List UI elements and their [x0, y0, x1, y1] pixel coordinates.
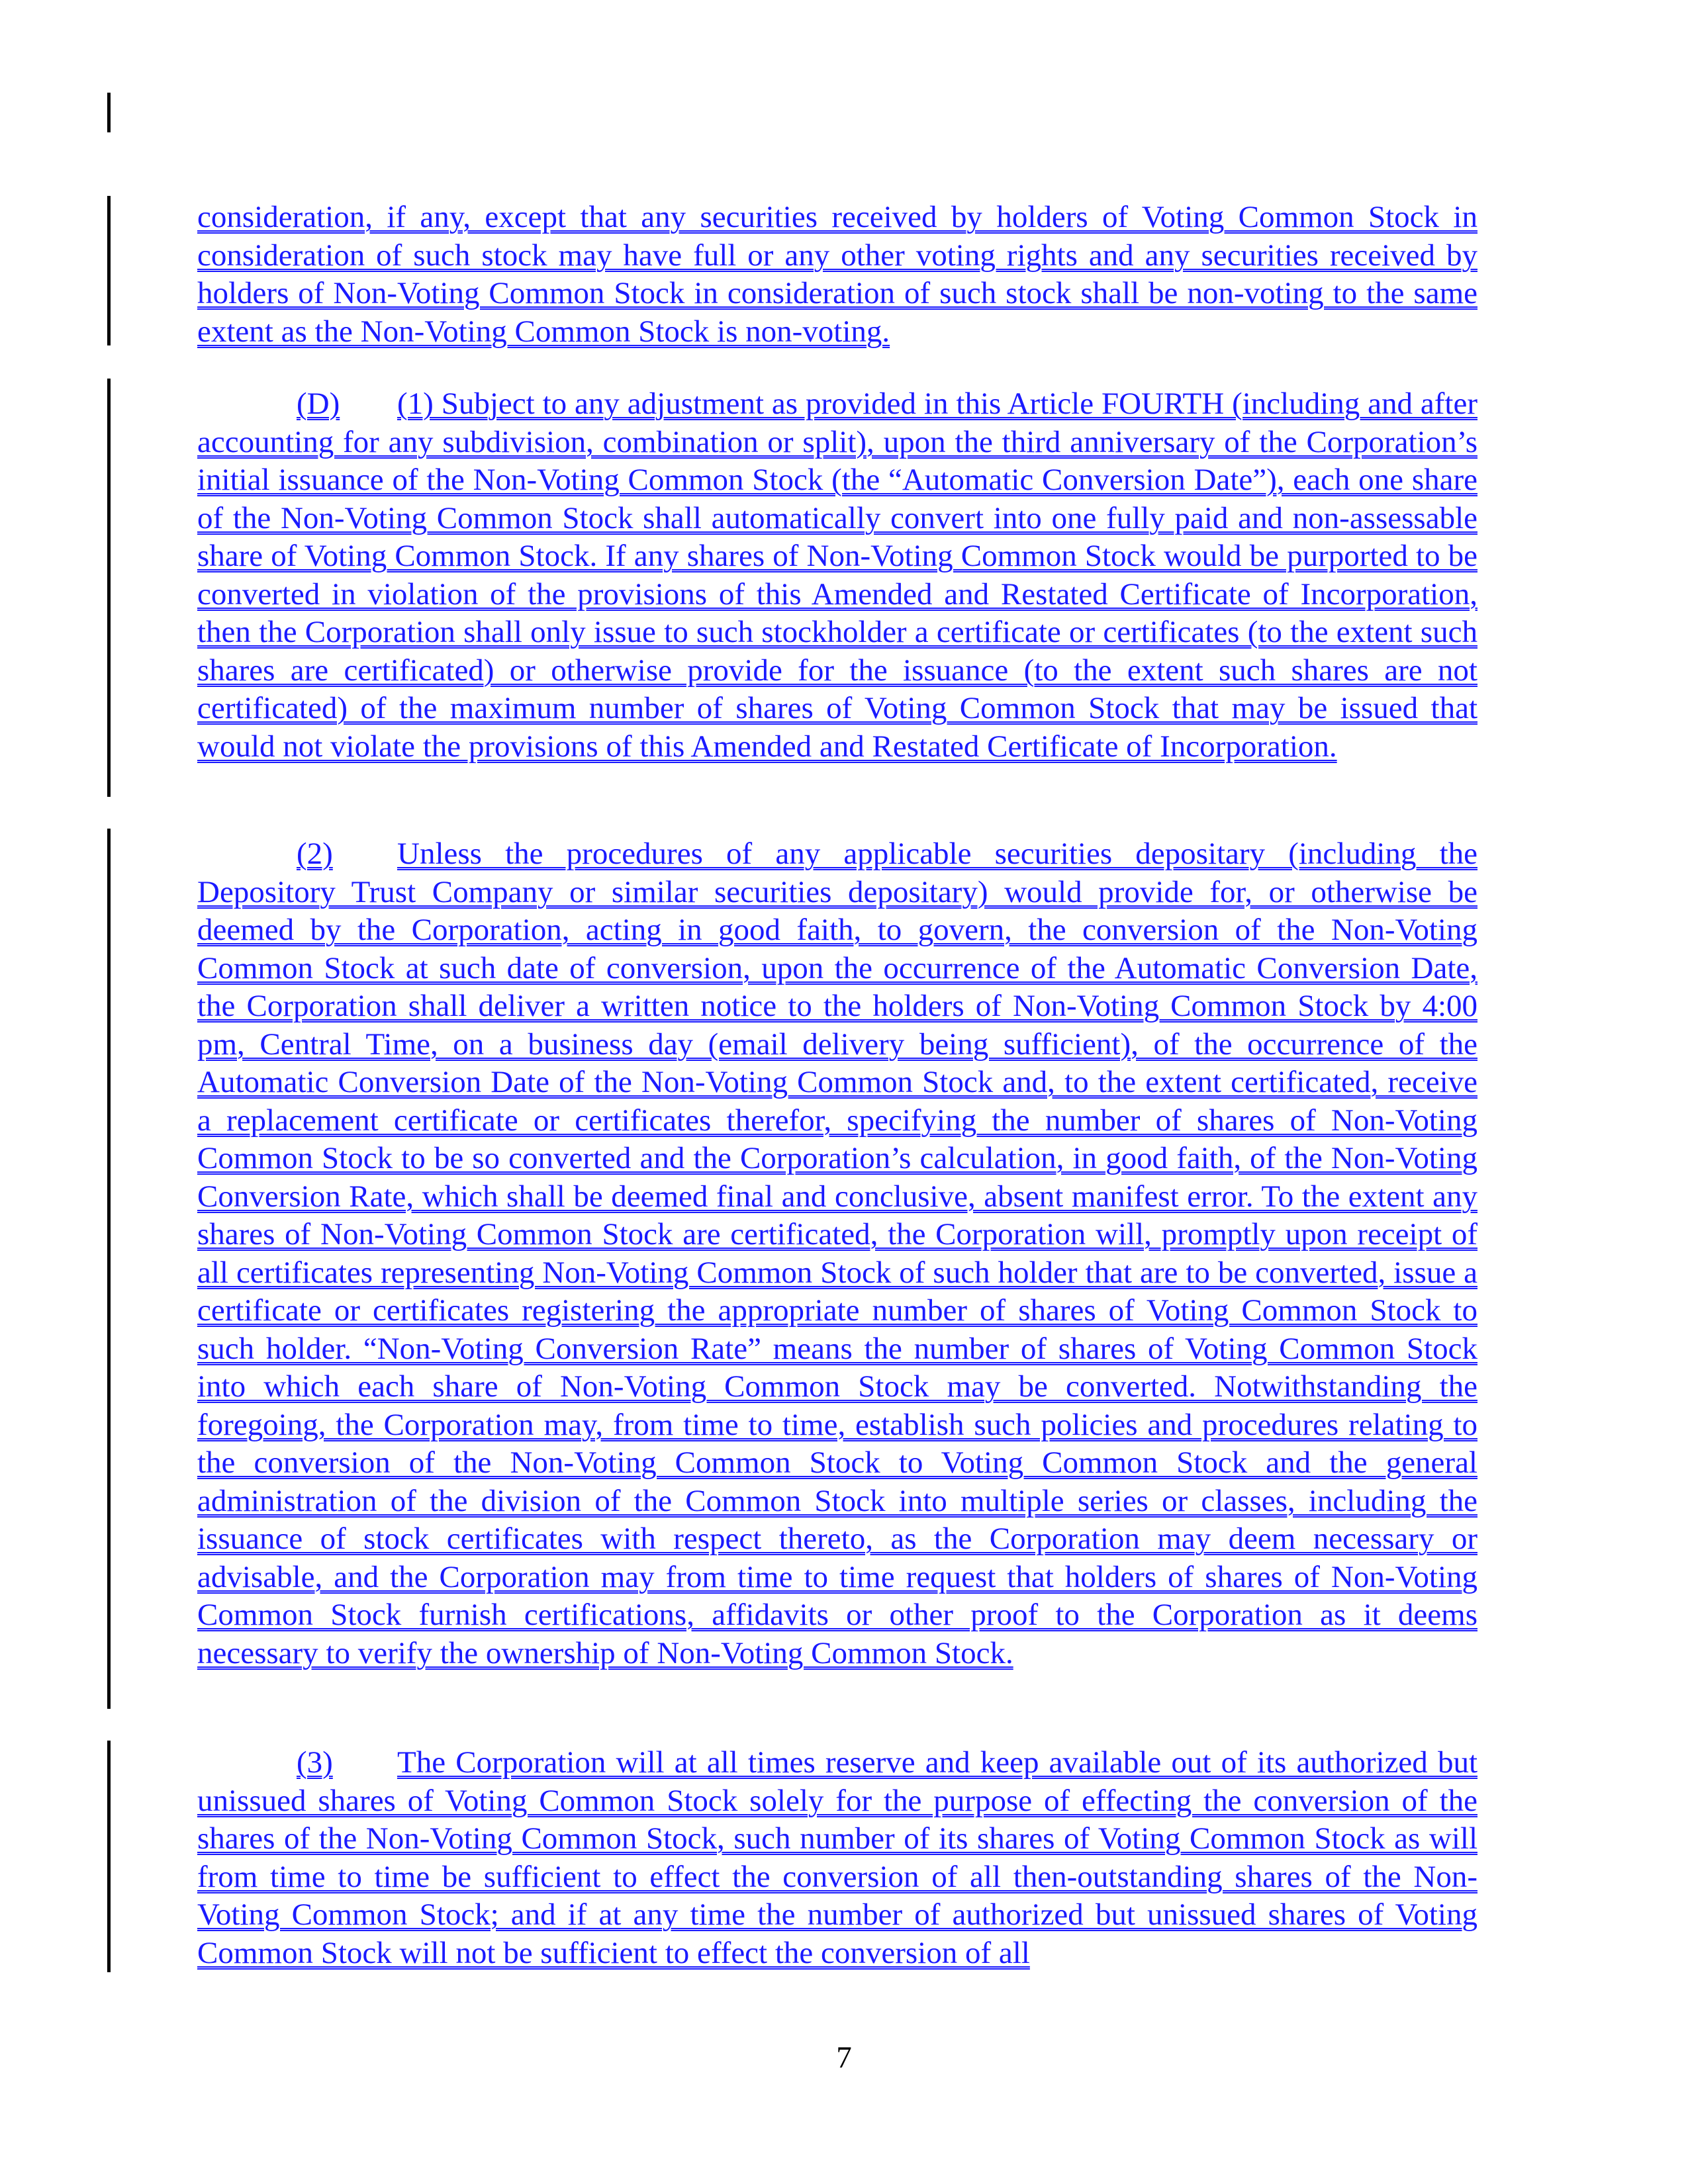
section-label: (3): [297, 1745, 333, 1780]
paragraph-text: (1) Subject to any adjustment as provided in this Article FOURTH (including and after accounting for any subdivision, combination or split), upon the third anniversary of the Corporation’s initial issuance of the Non-Voting Common Stock (the “Automatic Conversion Date”), each one share of the Non-Voting Common Stock shall automatically convert into one fully paid and non-assessable share of Voting Common Stock. If any shares of Non-Voting Common Stock would be purported to be converted in violation of the provisions of this Amended and Restated Certificate of Incorporation, then the Corporation shall only issue to such stockholder a certificate or certificates (to the extent such shares are certificated) or otherwise provide for the issuance (to the extent such shares are not certificated) of the maximum number of shares of Voting Common Stock that may be issued that would not violate the provisions of this Amended and Restated Certificate of Incorporation.: [197, 387, 1477, 764]
change-bar-continuation: [107, 196, 111, 345]
paragraph-d-1: [197, 385, 1477, 766]
paragraph-text: The Corporation will at all times reserve and keep available out of its authorized but unissued shares of Voting Common Stock solely for the purpose of effecting the conversion of the shares of the Non-Voting Common Stock, such number of its shares of Voting Common Stock as will from time to time be sufficient to effect the conversion of all then-outstanding shares of the Non-Voting Common Stock; and if at any time the number of authorized but unissued shares of Voting Common Stock will not be sufficient to effect the conversion of all: [197, 1745, 1477, 1970]
paragraph-item-3: [197, 1744, 1477, 1972]
section-label: (2): [297, 837, 333, 871]
change-bar-item-2: [107, 829, 111, 1709]
change-bar-item-3: [107, 1741, 111, 1972]
paragraph-text: Unless the procedures of any applicable securities depositary (including the Depository Trust Company or similar securities depositary) would provide for, or otherwise be deemed by the Corporation, acting in good faith, to govern, the conversion of the Non-Voting Common Stock at such date of conversion, upon the occurrence of the Automatic Conversion Date, the Corporation shall deliver a written notice to the holders of Non-Voting Common Stock by 4:00 pm, Central Time, on a business day (email delivery being sufficient), of the occurrence of the Automatic Conversion Date of the Non-Voting Common Stock and, to the extent certificated, receive a replacement certificate or certificates therefor, specifying the number of shares of Non-Voting Common Stock to be so converted and the Corporation’s calculation, in good faith, of the Non-Voting Conversion Rate, which shall be deemed final and conclusive, absent manifest error. To the extent any shares of Non-Voting Common Stock are certificated, the Corporation will, promptly upon receipt of all certificates representing Non-Voting Common Stock of such holder that are to be converted, issue a certificate or certificates registering the appropriate number of shares of Voting Common Stock to such holder. “Non-Voting Conversion Rate” means the number of shares of Voting Common Stock into which each share of Non-Voting Common Stock may be converted. Notwithstanding the foregoing, the Corporation may, from time to time, establish such policies and procedures relating to the conversion of the Non-Voting Common Stock to Voting Common Stock and the general administration of the division of the Common Stock into multiple series or classes, including the issuance of stock certificates with respect thereto, as the Corporation may deem necessary or advisable, and the Corporation may from time to time request that holders of shares of Non-Voting Common Stock furnish certifications, affidavits or other proof to the Corporation as it deems necessary to verify the ownership of Non-Voting Common Stock.: [197, 837, 1477, 1670]
page-number: 7: [836, 2040, 852, 2075]
paragraph-item-2: [197, 835, 1477, 1672]
change-bar-d-1: [107, 379, 111, 797]
section-label: (D): [297, 387, 340, 421]
paragraph-continuation: [197, 199, 1477, 351]
change-bar-top: [107, 93, 111, 132]
paragraph-text: consideration, if any, except that any securities received by holders of Voting Common Stock in consideration of such stock may have full or any other voting rights and any securities received by holders of Non-Voting Common Stock in consideration of such stock shall be non-voting to the same extent as the Non-Voting Common Stock is non-voting.: [197, 200, 1477, 349]
